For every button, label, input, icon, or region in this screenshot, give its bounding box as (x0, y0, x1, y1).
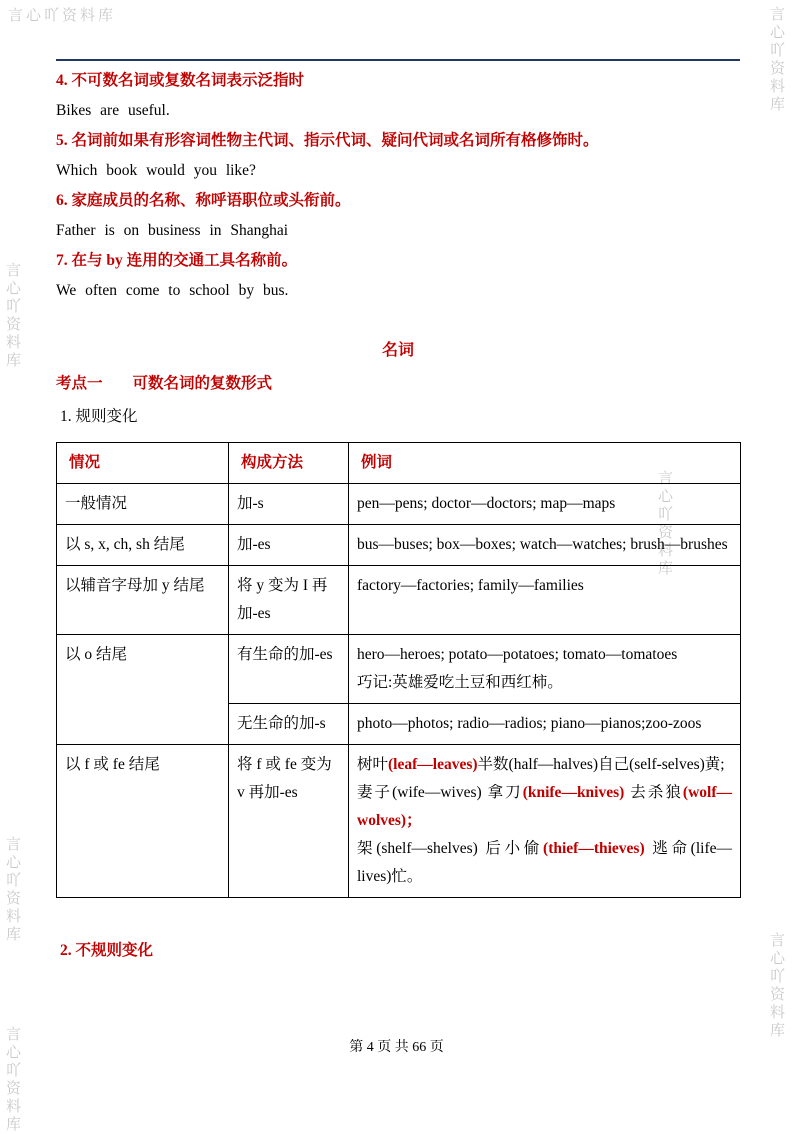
rule-example-4: Bikes are useful. (56, 102, 170, 119)
cell-method (229, 525, 349, 566)
text-run: factory—factories; family—families (357, 577, 584, 594)
watermark: 言心吖资料库 (4, 262, 20, 370)
rule-heading-7: 7. 在与 by 连用的交通工具名称前。 (56, 252, 298, 269)
text-run: pen—pens; doctor—doctors; map—maps (357, 495, 616, 512)
rule-example-6: Father is on business in Shanghai (56, 222, 289, 239)
document-content (56, 66, 740, 964)
text-run: hero—heroes; potato—potatoes; tomato—tomatoes (357, 646, 678, 663)
watermark: 言心吖资料库 (768, 932, 784, 1040)
table-header-row (57, 443, 741, 484)
kaodian-label: 考点一 (56, 375, 103, 392)
table-row (57, 745, 741, 898)
rule-example-7: We often come to school by bus. (56, 282, 289, 299)
table-row (57, 566, 741, 635)
highlight-run: (thief—thieves) (543, 840, 645, 857)
table-row (57, 484, 741, 525)
cell-case (57, 566, 229, 635)
text-run: 无生命的加-s (237, 715, 326, 732)
text-run: 将 f 或 fe 变为 v 再加-es (237, 756, 332, 801)
cell-case (57, 484, 229, 525)
text-run: bus—buses; box—boxes; watch—watches; brush—brushes (357, 536, 728, 553)
text-run: 以 o 结尾 (65, 646, 128, 663)
subsection-irregular: 2. 不规则变化 (60, 942, 154, 959)
header-rule (56, 59, 740, 61)
header-words: 例词 (349, 443, 741, 484)
text-run: 逃命(life—lives)忙。 (357, 840, 732, 885)
highlight-run: (knife—knives) (522, 784, 625, 801)
text-run: 以 f 或 fe 结尾 (65, 756, 160, 773)
section-title: 名词 (381, 342, 414, 359)
cell-method (229, 635, 349, 704)
text-run: 将 y 变为 I 再加-es (237, 577, 328, 622)
text-run: 妻子(wife—wives) 拿刀 (357, 784, 523, 801)
rule-heading-5: 5. 名词前如果有形容词性物主代词、指示代词、疑问代词或名词所有格修饰时。 (56, 132, 599, 149)
cell-words (349, 566, 741, 635)
cell-method (229, 704, 349, 745)
text-run: 以辅音字母加 y 结尾 (65, 577, 205, 594)
text-run: 巧记:英雄爱吃土豆和西红柿。 (357, 674, 563, 691)
cell-method (229, 745, 349, 898)
header-method: 构成方法 (229, 443, 349, 484)
rule-heading-4: 4. 不可数名词或复数名词表示泛指时 (56, 72, 305, 89)
rule-example-5: Which book would you like? (56, 162, 256, 179)
highlight-run: (wolf—wolves)； (357, 784, 732, 829)
cell-words (349, 704, 741, 745)
watermark: 言心吖资料库 (4, 1026, 20, 1134)
watermark: 言心吖资料库 (656, 470, 672, 578)
cell-method (229, 566, 349, 635)
watermark: 言心吖资料库 (4, 836, 20, 944)
text-run: 树叶 (357, 756, 389, 773)
text-run: 去杀狼 (624, 784, 683, 801)
header-case: 情况 (57, 443, 229, 484)
watermark: 言心吖资料库 (8, 8, 117, 24)
kaodian-title: 可数名词的复数形式 (132, 375, 273, 392)
page-number: 第 4 页 共 66 页 (349, 1040, 444, 1055)
table-row (57, 635, 741, 704)
intro-rules (56, 66, 740, 306)
cell-words (349, 635, 741, 704)
text-run: photo—photos; radio—radios; piano—pianos;zoo-zoos (357, 715, 702, 732)
subsection-regular: 1. 规则变化 (60, 408, 138, 425)
rule-heading-6: 6. 家庭成员的名称、称呼语职位或头衔前。 (56, 192, 351, 209)
cell-case (57, 525, 229, 566)
text-run: 半数(half—halves)自己(self-selves)黄; (477, 756, 725, 773)
text-run: 加-s (237, 495, 264, 512)
watermark: 言心吖资料库 (768, 6, 784, 114)
text-run: 架(shelf—shelves) 后小偷 (357, 840, 544, 857)
text-run: 以 s, x, ch, sh 结尾 (65, 536, 185, 553)
text-run: 一般情况 (65, 495, 128, 512)
table-row (57, 525, 741, 566)
cell-method (229, 484, 349, 525)
cell-case (57, 745, 229, 898)
plural-rules-table (56, 442, 741, 898)
kaodian-heading (56, 371, 740, 397)
text-run: 加-es (237, 536, 271, 553)
cell-words (349, 745, 741, 898)
highlight-run: (leaf—leaves) (388, 756, 478, 773)
cell-words (349, 484, 741, 525)
cell-case (57, 635, 229, 745)
cell-words (349, 525, 741, 566)
text-run: 有生命的加-es (237, 646, 333, 663)
